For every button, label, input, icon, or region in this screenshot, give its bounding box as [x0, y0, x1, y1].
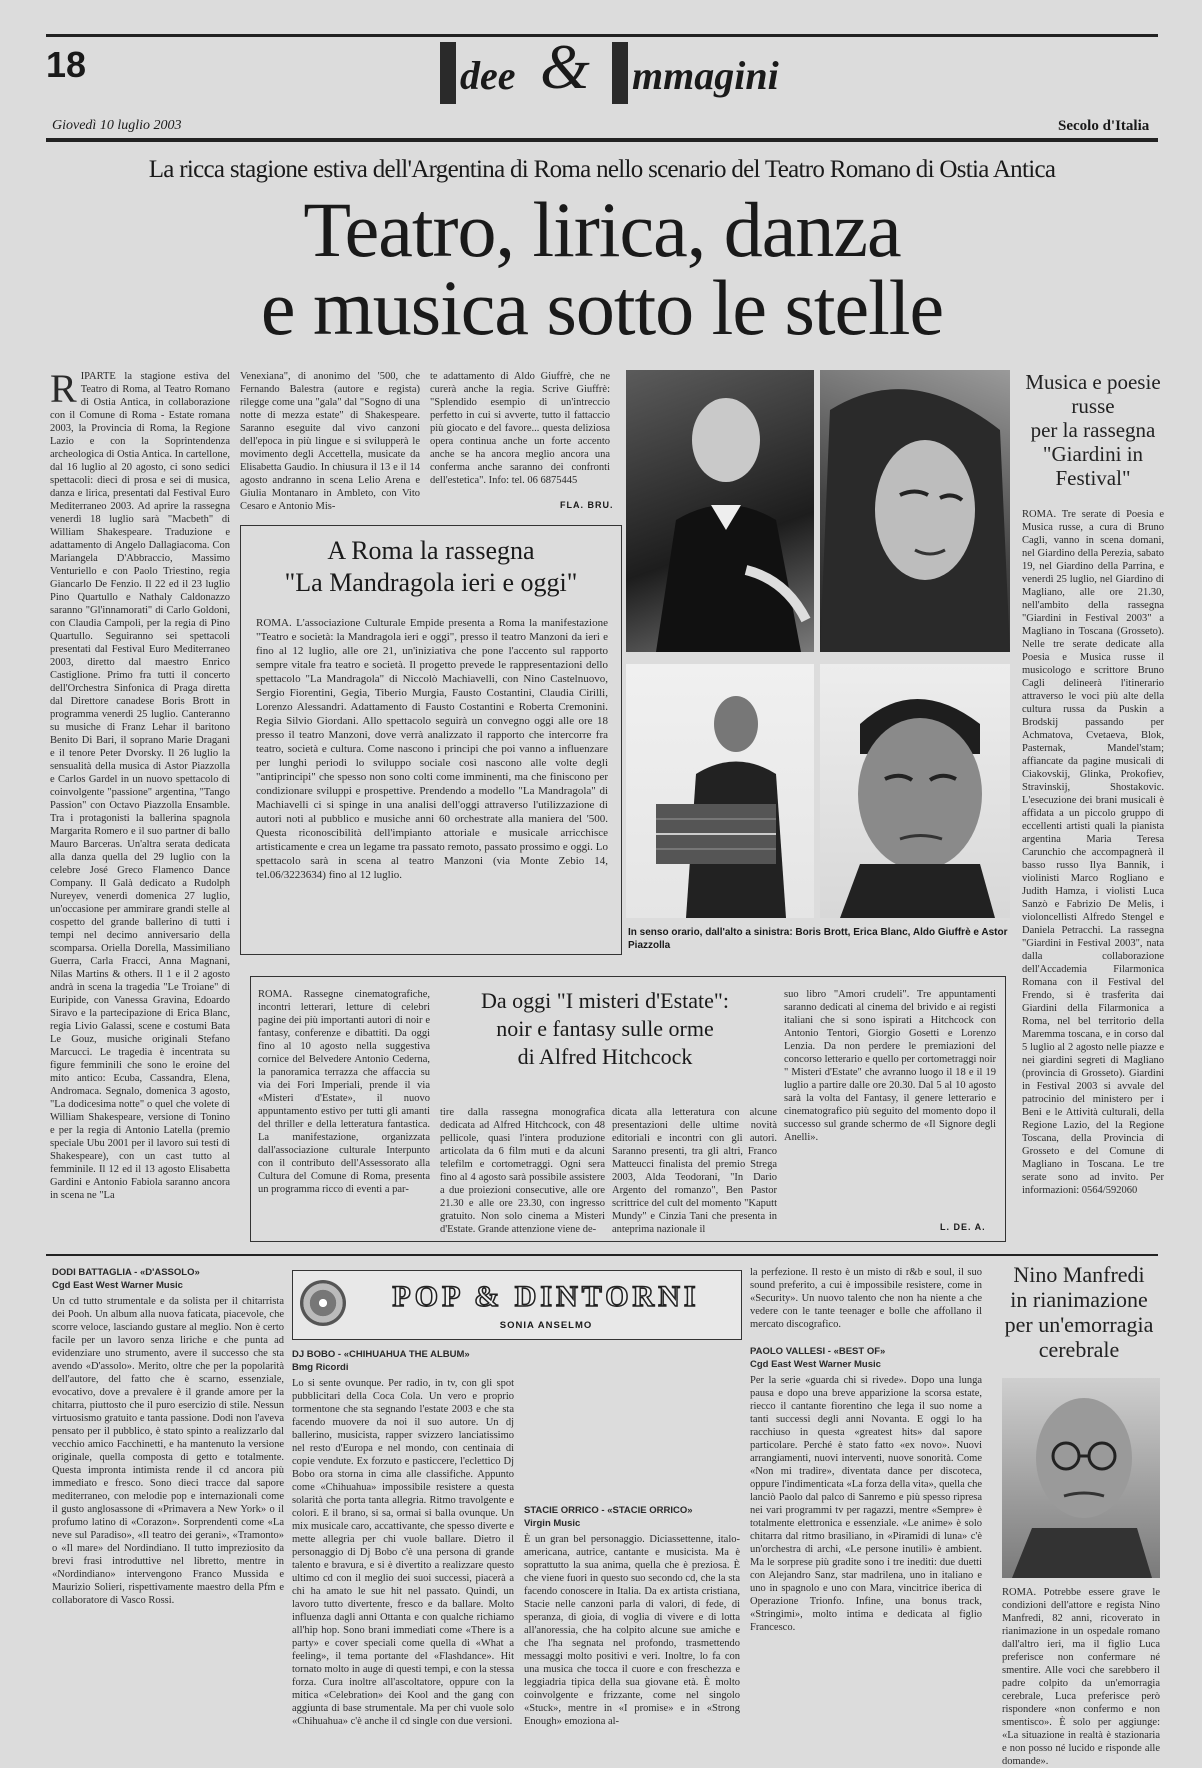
masthead-rule — [46, 138, 1158, 142]
pop-review-label-djbobo: Bmg Ricordi — [292, 1362, 349, 1373]
pop-review-body-vallesi: Per la serie «guarda chi si rivede». Dopo una lunga pausa e dopo una breve apparizione la scorsa estate, riecco il cantante fiorentino che lega il suo nome a tanti successi degli anni Novanta. E oggi lo ha racchiuso in questa «greatest hits» dal sapore particolare. Perché è stato fatto «ex novo». Nuovi arrangiamenti, nuovi interventi, nuove sonorità. Come «Non mi tradire», diventata dance per discoteca, oppure l'indimenticata «La forza della vita», quella che lanciò Paolo dal palco di Sanremo e più spesso ripresa nei vari programmi tv per ragazzi, mentre «Sempre» è totalmente elettronica e essenziale. «Le anime» è solo chitarra dal ritmo brasiliano, in «Piramidi di luna» c'è un'orchestra di archi, «Le persone inutili» è ambient. Ma le sorprese più gradite sono i tre inediti: due duetti con Alejandro Sanz, star madrilena, uno in italiano e uno in spagnolo e uno con Mara, vincitrice iberica di Operazione Trionfo. Infine, una bonus track, «Stringimi», molto intima e dedicata al figlio Francesco. — [750, 1375, 982, 1633]
top-rule — [46, 34, 1158, 37]
main-kicker: La ricca stagione estiva dell'Argentina di Roma nello scenario del Teatro Romano di Ostia Antica — [148, 156, 1056, 183]
photo-erica-blanc — [820, 370, 1010, 652]
hitchcock-col2: tire dalla rassegna monografica dedicata ad Alfred Hitchcock, con 48 pellicole, quasi l'intera produzione articolata da 6 film muti e da alcuni telefilm e cortometraggi. Ogni sera fino al 4 agosto sarà possibile assistere a due proiezioni consecutive, alle ore 21.30 e alle ore 23.30, con ingresso gratuito. Non solo cinema a Misteri d'Estate. Grande attenzione viene de- — [440, 1107, 605, 1235]
photo-nino-manfredi — [1002, 1378, 1160, 1578]
section-divider — [46, 1254, 1158, 1256]
photo-nino-manfredi-figure — [1002, 1378, 1160, 1578]
pop-review-label-battaglia: Cgd East West Warner Music — [52, 1280, 183, 1291]
russian-headline-line1: Musica e poesie — [1025, 370, 1161, 394]
mandragola-body: ROMA. L'associazione Culturale Empide presenta a Roma la manifestazione "Teatro e società: la Mandragola ieri e oggi", presso il teatro Manzoni da ieri e fino al 12 luglio, alle ore 21, un'iniziativa che pone l'accento sul rapporto sempre vitale fra teatro e società. Il progetto prevede le rappresentazioni dello spettacolo "La Mandragola" di Niccolò Machiavelli, con Nino Castelnuovo, Sergio Fiorentini, Gegia, Tiberio Murgia, Fausto Costantini, Claudia Cirilli, Lorenzo Alessandri. Adattamento di Fausto Costantini e Roberta Cremonini. Regia Silvio Giordani. Allo spettacolo seguirà un convegno oggi alle ore 18 presso il teatro Manzoni, dove verrà analizzato il rapporto che intercorre fra teatro, società e cultura. Come nascono i principi che poi vanno a influenzare per lunghi periodi lo sviluppo sociale così nascono alle volte degli "antiprincipi" che spesso non sono colti come imminenti, ma che finiscono per condizionare sviluppi e prospettive. Prendendo a modello "La Mandragola" di Machiavelli ci si spinge in una analisi dell'oggi attraverso l'utilizzazione di autori noti al pubblico e musiche anni 60 orchestrate alla maniera del '500. Questa riconoscibilità dell'impianto attoriale e musicale arricchisce artisticamente e crea un legame tra passato remoto, passato prossimo e oggi. Lo spettacolo sarà in scena al teatro Manzoni (via Monte Zebio 14, tel.06/3223634) fino al 12 luglio. — [256, 617, 608, 881]
pop-byline: SONIA ANSELMO — [499, 1320, 593, 1331]
photo-aldo-giuffre-figure — [820, 664, 1010, 918]
hitchcock-col1: ROMA. Rassegne cinematografiche, incontri letterari, letture di celebri pagine dei più importanti autori di noir e fantasy, conferenze e dibattiti. Da oggi fino al 10 agosto nella suggestiva cornice del Belvedere Antonio Cederna, la panoramica terrazza che affaccia su via dei Fori Imperiali, prende il via «Misteri d'Estate», il nuovo appuntamento estivo per tutti gli amanti del thriller e della letteratura fantastica. La manifestazione, organizzata dall'associazione culturale Interpunto con il contributo dell'Assessorato alla Cultura del Comune di Roma, presenta un programma ricco di eventi a par- — [258, 989, 430, 1195]
manfredi-headline-line2: in rianimazione — [1010, 1287, 1148, 1312]
main-article-signoff: FLA. BRU. — [560, 500, 614, 510]
hitchcock-signoff: L. DE. A. — [940, 1222, 986, 1232]
russian-body: ROMA. Tre serate di Poesia e Musica russe, a cura di Bruno Cagli, vanno in scena domani, nel Giardino della Perezia, sabato 19, nel Giardino della Parrina, e venerdì 25 luglio, nel Giardino di Magliano, alle ore 21.30, nell'ambito della rassegna "Giardini in Festival 2003" a Magliano in Toscana (Grosseto). Nelle tre serate dedicate alla Poesia e Musica russe il musicologo e scrittore Bruno Cagli delineerà l'itinerario attraverso le voci più alte della cultura russa da Puskin a Brodskij passando per Achmatova, Cvetaeva, Blok, Pasternak, Mandel'stam; affiancate da pagine musicali di Ciakovskij, Glinka, Prokofiev, Stravinskij, Shostakovic. L'esecuzione dei brani musicali è affidata a un piccolo gruppo di eccellenti artisti quali la pianista argentina Maria Teresa Carunchio che accompagnerà il basso russo Ilya Bannik, i violinisti Marco Rogliano e Judith Hamza, i violisti Luca Sanzò e Fabrizio De Melis, i violoncellisti Alfredo Stengel e Daniela Petracchi. La rassegna "Giardini in Festival 2003", nata dalla collaborazione dell'Accademia Filarmonica Romana con il Festival del Frendo, si è trasferita dai Giardini della Filarmonica a Roma, nel bel territorio della Maremma toscana, e in corso dal 5 luglio al 2 agosto nelle piazze e nei giardini segreti di Magliano (provincia di Grosseto). Giardini in Festival 2003 si avvale del patrocinio del ministero per i Beni e le Attività culturali, della Regione Lazio, del la Regione Toscana, della Provincia di Grosseto e del Comune di Magliano in Toscana. Le tre serate sono ad invito. Per informazioni: 0564/592060 — [1022, 509, 1164, 1196]
pop-review-title-vallesi: PAOLO VALLESI - «BEST OF» — [750, 1346, 886, 1357]
cd-icon — [300, 1280, 346, 1326]
pop-review-label-orrico: Virgin Music — [524, 1518, 581, 1529]
pop-logo-text: POP & DINTORNI — [392, 1280, 700, 1313]
manfredi-headline-line3: per un'emorragia — [1004, 1312, 1154, 1337]
main-article-col1 — [50, 366, 230, 1201]
photo-boris-brott-figure — [626, 370, 814, 652]
main-headline-line2: e musica sotto le stelle — [260, 264, 944, 351]
pop-review-title-djbobo: DJ BOBO - «CHIHUAHUA THE ALBUM» — [292, 1349, 470, 1360]
hitchcock-headline-line1: Da oggi "I misteri d'Estate": — [481, 988, 729, 1013]
pop-col1 — [52, 1266, 284, 1736]
photo-boris-brott — [626, 370, 814, 652]
pop-review-label-vallesi: Cgd East West Warner Music — [750, 1359, 881, 1370]
dropcap: R — [50, 366, 77, 411]
issue-date: Giovedì 10 luglio 2003 — [52, 118, 182, 133]
section-ampersand: & — [540, 31, 590, 102]
hitchcock-headline-line3: di Alfred Hitchcock — [517, 1044, 693, 1069]
pop-review-body-djbobo: Lo si sente ovunque. Per radio, in tv, con gli spot pubblicitari della Coca Cola. Un vero e proprio tormentone che sta segnando l'estate 2003 e che sta facendo muovere da noi il suo autore. Un dj ballerino, musicista, rapper svizzero lanciatissimo nel resto d'Europa e nel mondo, con centinaia di copie vendute. Ex forzuto e pasticcere, l'eclettico Dj Bobo ora storna in cima alle classifiche. Appunto come «Chihuahua» impossibile resistere a questa solarità che porta tanta allegria. Ritmo travolgente e colori. E il brano, si sa, ormai si balla ovunque. Un mix musicale caro, accattivante, che spesso diverte e mette allegria per chi vuole ballare. Dietro il personaggio di Dj Bobo c'è una persona di grande talento e bravura, e si è divertito a realizzare questo ultimo cd con il meglio dei suoi successi, piacerà a chi ha amato le sue hit nel passato. Quindi, un lavoro tutto divertente, fresco e da ballare. Molto influenza dagli anni Ottanta e con qualche richiamo all'hip hop. Sono brani immediati come «There is a party» e cover speciali come quella di «What a feeling», il tema portante del «Flashdance». Hit tornato molto in auge di questi tempi, e con la stessa forza. Cura inoltre all'ascoltatore, oppure con la mitica «Celebration» dei Kool and the gang con aggiunta di base strumentale. Ma per chi vuole solo «Chihuahua» c'è anche il cd single con due versioni. — [292, 1378, 514, 1727]
russian-headline-line4: "Giardini in Festival" — [1042, 442, 1144, 490]
pop-review-body-djbobo-cont — [524, 1348, 740, 1498]
pop-review-title-battaglia: DODI BATTAGLIA - «D'ASSOLO» — [52, 1267, 200, 1278]
manfredi-headline-line4: cerebrale — [1038, 1337, 1120, 1362]
section-i-bar-2 — [612, 42, 628, 104]
section-title-part1: dee — [460, 53, 516, 98]
pop-col3 — [750, 1266, 982, 1736]
hitchcock-col4: suo libro "Amori crudeli". Tre appuntamenti saranno dedicati al cinema del brivido e ai registi italiani che si sono ispirati a Hitchcock con Antonio Tentori, Giorgio Gosetti e Lorenzo Lenzia. Da non perdere le premiazioni del concorso letterario e quello per cortometraggi noir " Misteri d'Estate" che avranno luogo il 18 e il 19 luglio a partire dalle ore 20.30. Dal 5 al 10 agosto sarà la volta del Fantasy, il genere letterario e cinematografico più seguito del momento dopo il successo sul grande schermo de «Il Signore degli Anelli». — [784, 989, 996, 1143]
main-article-col3: te adattamento di Aldo Giuffrè, che ne curerà anche la regia. Scrive Giuffrè: "Splendido esempio di un'intreccio perfetto in cui si avverte, tutto il fattaccio più giocato e del favore... questa deliziosa opera continua anche un forte accento anche se ha ancora meglio ancora una conferma anche saranno dei confronti dell'estetica". Info: tel. 06 6875445 — [430, 371, 610, 486]
pop-review-title-orrico: STACIE ORRICO - «STACIE ORRICO» — [524, 1505, 693, 1516]
pop-col2b — [524, 1348, 740, 1736]
photo-aldo-giuffre — [820, 664, 1010, 918]
pop-review-body-orrico: È un gran bel personaggio. Diciassettenne, italo-americana, autrice, cantante e musicista. Ma è soprattutto la sua anima, quella che è preziosa. È che viene fuori in questo suo secondo cd, che la sta facendo conoscere in Italia. Da ex artista cristiana, Stacie nelle canzoni parla di valori, di fede, di speranza, di gioia, di voglia di vivere e di lotta all'anoressia, che ha colpito alcune sue amiche e che l'ha segnata nel profondo, trasmettendo messaggi molto positivi e veri. Inoltre, lo fa con una musica che tocca il cuore e con freschezza e leggiadria tipica della sua giovane età. È molto coinvolgente e frizzante, come nel singolo «Stuck», mentre in «I promise» e in «Strong Enough» emoziona al- — [524, 1534, 740, 1727]
russian-headline-line2: russe — [1071, 394, 1115, 418]
section-title-part2: mmagini — [632, 53, 779, 98]
section-i-bar — [440, 42, 456, 104]
hitchcock-col3: dicata alla letteratura con alcune presentazioni delle ultime novità editoriali e incontri con gli autori. Saranno presenti, tra gli altri, Franco Matteucci finalista del premio Strega 2003, Alda Teodorani, "In Dario Argento del romanzo", Ben Pastor scrittrice del cult del momento "Kaputt Mundy" e Cinzia Tani che presenta in anteprima nazionale il — [612, 1107, 777, 1235]
main-article-col2: Venexiana", di anonimo del '500, che Fernando Balestra (autore e regista) rilegge come una "gala" dal "Sogno di una notte di mezza estate" di Shakespeare. Saranno eseguite dal vivo canzoni dell'epoca in più lingue e si svilupperà le movimento degli Accettella, musicate da Elisabetta Gaudio. In chiusura il 13 e il 14 agosto andranno in scena Lelio Arena e Giulia Montanaro in Ambleto, con Vito Cesaro e Antonio Mis- — [240, 371, 420, 512]
mandragola-headline-line2: "La Mandragola ieri e oggi" — [284, 568, 578, 597]
page-number: 18 — [46, 44, 87, 85]
manfredi-body: ROMA. Potrebbe essere grave le condizioni dell'attore e regista Nino Manfredi, 82 anni, ricoverato in rianimazione in un ospedale romano dall'altro ieri, ma il figlio Luca preferisce non confermare né smentire. Alle voci che sarebbero il padre colpito da un'emorragia cerebrale, Luca preferisce però rispondere «non confermo e non smentisco». È solo per aggiunge: «La situazione in realtà è stazionaria e non posso né lucido e risponde alle domande». — [1002, 1587, 1160, 1767]
photo-astor-piazzolla-figure — [626, 664, 814, 918]
main-article-col1-text: IPARTE la stagione estiva del Teatro di Roma, al Teatro Romano di Ostia Antica, in collaborazione con il Comune di Roma - Estate romana 2003, la Provincia di Roma, la Regione Lazio e con la Soprintendenza archeologica di Ostia Antica. In cartellone, dal 16 luglio al 20 agosto, ci sono sedici spettacoli: dieci di prosa e sei di musica, danza e lirica, presentati dal Festival Euro Mediterraneo 2003. Ad aprire la rassegna venerdì 18 luglio sarà "Macbeth" di William Shakespeare. Traduzione e adattamento di Angelo Dallagiacoma. Con Mariangela D'Abbraccio, Massimo Venturiello e con Paolo Triestino, regia Giancarlo De Fenzio. Il 22 ed il 23 luglio Pino Quartullo e Nathaly Caldonazzo saranno "Gl'innamorati" di Carlo Goldoni, con Claudia Campoli, per la regia di Pino Quartullo. Seguiranno sei spettacoli presentati dal Festival Euro Mediterraneo 2003, diretto dal maestro Enrico Castiglione. Primo fra tutti il concerto dell'Orchestra Sinfonica di Praga diretta dal Direttore canadese Boris Brott in programma venerdì 25 luglio. Canteranno su musiche di Franz Lehar il baritono Benito Di Bari, il soprano Marie Draganì e il tenore Peter Dvorsky. Il 26 luglio la sensualità della musica di Astor Piazzolla e Carlos Gardel in un nuovo spettacolo di coinvolgente "passione" argentina, "Tango Passion" con Octavo Piazzolla Ensamble. Tra i protagonisti la ballerina spagnola Margarita Romero e il suo partner di ballo Mauro Barceras. Un'altra serata dedicata alla danza quella del 29 luglio con la celebre José Greco Flamenco Dance Company. Il Galà dedicato a Rudolph Nureyev, venerdì domenica 27 luglio, un'occasione per ammirare grandi stelle al cospetto del grande ballerino di tutti i tempi nel decimo anniversario della scomparsa. Oriella Dorella, Massimiliano Guerra, Carla Fracci, Anna Magnani, Nilas Martins & others. Il 1 e il 2 agosto andrà in scena la tragedia "Le Troiane" di Euripide, con Vanessa Gravina, Edoardo Siravo e la partecipazione di Erica Blanc, regia Livio Galassi, scene e costumi Bata Le Gouz, musiche originali Stefano Marcucci. Le tragedia è incentrata su figure femminili che sono le eroine del mito antico: Ecuba, Cassandra, Elena, Andromaca. Segnalo, domenica 3 agosto, "La dodicesima notte" o quel che volete di William Shakespeare, versione di Tonino e per la regia di Antonio Latella (premio speciale Ubu 2001 per il lavoro sui testi di Shakespeare), con un cast tutto al femminile. Il 12 ed il 13 agosto Elisabetta Gardini e Antonio Fabiola saranno ancora in scena ne "La — [50, 371, 230, 1201]
mandragola-headline-line1: A Roma la rassegna — [327, 536, 535, 565]
manfredi-headline-line1: Nino Manfredi — [1013, 1262, 1145, 1287]
pop-col2 — [292, 1348, 514, 1736]
paper-name: Secolo d'Italia — [1058, 118, 1150, 134]
hitchcock-headline-line2: noir e fantasy sulle orme — [496, 1016, 714, 1041]
photo-caption: In senso orario, dall'alto a sinistra: Boris Brott, Erica Blanc, Aldo Giuffrè e Astor Piazzolla — [628, 927, 1008, 951]
photo-erica-blanc-figure — [820, 370, 1010, 652]
russian-headline-line3: per la rassegna — [1030, 418, 1156, 442]
main-headline-line1: Teatro, lirica, danza — [303, 186, 901, 273]
pop-review-body-orrico-end: la perfezione. Il resto è un misto di r&b e soul, il suo sound preferito, a cui è impossibile resistere, come in «Security». Un nuovo talento che non ha niente a che vedere con le tante teenager e bolle che affollano il mercato discografico. — [750, 1267, 982, 1330]
photo-astor-piazzolla — [626, 664, 814, 918]
pop-review-body-battaglia: Un cd tutto strumentale e da solista per il chitarrista dei Pooh. Un album alla nuova faticata, piacevole, che scorre veloce, lasciando gustare al meglio. Non è certo facile per un lavoro senza liriche e che punta ad evidenziare uno strumento, avere il successo che sta avendo «D'assolo». Merito, oltre che per la popolarità dell'autore, del fatto che è scarno, essenziale, evocativo, dove a prevalere è il grande amore per la chitarra, piuttosto che il puro esercizio di stile. Nessun virtuosismo gratuito e tanta passione. Dodi non l'aveva pensato per il pubblico, è stato spinto a realizzarlo dal vecchio amico Facchinetti, e ha mantenuto la versione originale, quella composta di getto e totalmente. Questa impronta intimista rende il cd ancora più immediato e fresco. Sono dieci tracce dal sapore mediterraneo, con melodie pop e internazionali come il gusto anglosassone di «Primavera a New York» o il profumo latino di «Corazon». Sorprendenti come «La neve sul Paradiso», «Il teatro dei gerani», «Tramonto» o «Il mare» del Nordindiano. Il tutto impreziosito da brevi frasi introduttive nel libretto, mentre in «Nordindiano» intervengono Franco Mussida e Maurizio Solieri, rispettivamente maestro della Pfm e collaboratore di Vasco Rossi. — [52, 1296, 284, 1606]
